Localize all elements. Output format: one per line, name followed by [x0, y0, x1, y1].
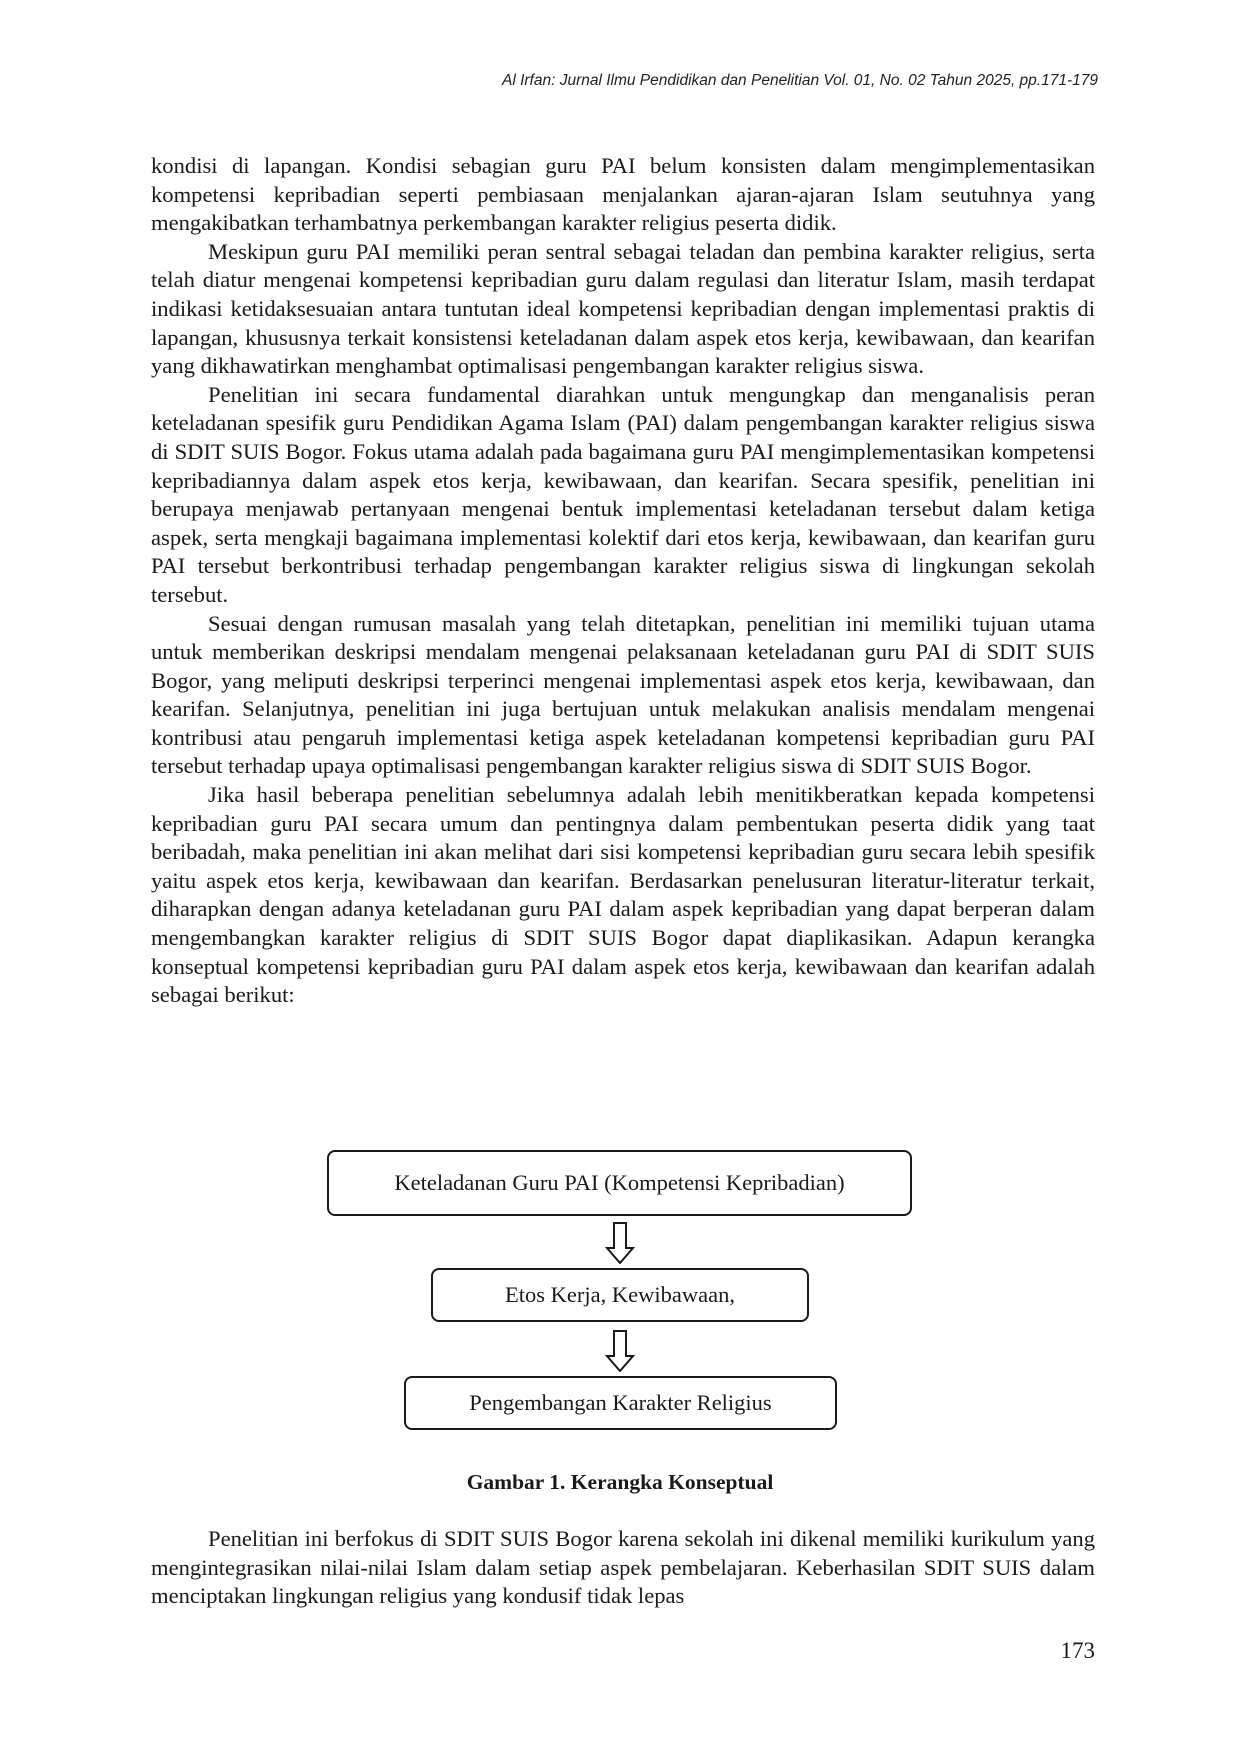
- diagram-box-etos-kerja: Etos Kerja, Kewibawaan,: [431, 1268, 809, 1322]
- closing-text: [151, 1525, 1095, 1611]
- paragraph-1: kondisi di lapangan. Kondisi sebagian guru PAI belum konsisten dalam mengimplementasikan kompetensi kepribadian seperti pembiasaan menjalankan ajaran-ajaran Islam seutuhnya yang mengakibatkan terhambatnya perkembangan karakter religius peserta didik.: [151, 153, 1095, 236]
- diagram-box-karakter-religius: Pengembangan Karakter Religius: [404, 1376, 837, 1430]
- figure-caption: Gambar 1. Kerangka Konseptual: [466, 1470, 774, 1494]
- page-number: 173: [1060, 1638, 1095, 1663]
- paragraph-3: Penelitian ini secara fundamental diarahkan untuk mengungkap dan menganalisis peran keteladanan spesifik guru Pendidikan Agama Islam (PAI) dalam pengembangan karakter religius siswa di SDIT SUIS Bogor. Fokus utama adalah pada bagaimana guru PAI mengimplementasikan kompetensi kepribadiannya dalam aspek etos kerja, kewibawaan, dan kearifan. Secara spesifik, penelitian ini berupaya menjawab pertanyaan mengenai bentuk implementasi keteladanan tersebut dalam ketiga aspek, serta mengkaji bagaimana implementasi kolektif dari etos kerja, kewibawaan, dan kearifan guru PAI tersebut berkontribusi terhadap pengembangan karakter religius siswa di lingkungan sekolah tersebut.: [151, 381, 1095, 607]
- paragraph-6: Penelitian ini berfokus di SDIT SUIS Bogor karena sekolah ini dikenal memiliki kurikulum yang mengintegrasikan nilai-nilai Islam dalam setiap aspek pembelajaran. Keberhasilan SDIT SUIS dalam menciptakan lingkungan religius yang kondusif tidak lepas: [151, 1526, 1095, 1609]
- conceptual-framework-diagram: [0, 1150, 1240, 1450]
- diagram-box-keteladanan: Keteladanan Guru PAI (Kompetensi Kepribadian): [327, 1150, 912, 1216]
- journal-header: Al Irfan: Jurnal Ilmu Pendidikan dan Penelitian Vol. 01, No. 02 Tahun 2025, pp.171-179: [501, 72, 1098, 89]
- paragraph-4: Sesuai dengan rumusan masalah yang telah ditetapkan, penelitian ini memiliki tujuan utama untuk memberikan deskripsi mendalam mengenai pelaksanaan keteladanan guru PAI di SDIT SUIS Bogor, yang meliputi deskripsi terperinci mengenai implementasi aspek etos kerja, kewibawaan, dan kearifan. Selanjutnya, penelitian ini juga bertujuan untuk melakukan analisis mendalam mengenai kontribusi atau pengaruh implementasi ketiga aspek keteladanan kompetensi kepribadian guru PAI tersebut terhadap upaya optimalisasi pengembangan karakter religius siswa di SDIT SUIS Bogor.: [151, 610, 1095, 779]
- down-arrow-icon: [605, 1330, 635, 1372]
- paragraph-2: Meskipun guru PAI memiliki peran sentral sebagai teladan dan pembina karakter religius, serta telah diatur mengenai kompetensi kepribadian guru dalam regulasi dan literatur Islam, masih terdapat indikasi ketidaksesuaian antara tuntutan ideal kompetensi kepribadian dengan implementasi praktis di lapangan, khususnya terkait konsistensi keteladanan dalam aspek etos kerja, kewibawaan, dan kearifan yang dikhawatirkan menghambat optimalisasi pengembangan karakter religius siswa.: [151, 238, 1095, 379]
- paragraph-5: Jika hasil beberapa penelitian sebelumnya adalah lebih menitikberatkan kepada kompetensi kepribadian guru PAI secara umum dan pentingnya dalam pembentukan peserta didik yang taat beribadah, maka penelitian ini akan melihat dari sisi kompetensi kepribadian guru secara lebih spesifik yaitu aspek etos kerja, kewibawaan dan kearifan. Berdasarkan penelusuran literatur-literatur terkait, diharapkan dengan adanya keteladanan guru PAI dalam aspek kepribadian yang dapat berperan dalam mengembangkan karakter religius di SDIT SUIS Bogor dapat diaplikasikan. Adapun kerangka konseptual kompetensi kepribadian guru PAI dalam aspek etos kerja, kewibawaan dan kearifan adalah sebagai berikut:: [151, 782, 1095, 1008]
- body-text: [151, 152, 1095, 1010]
- down-arrow-icon: [605, 1222, 635, 1264]
